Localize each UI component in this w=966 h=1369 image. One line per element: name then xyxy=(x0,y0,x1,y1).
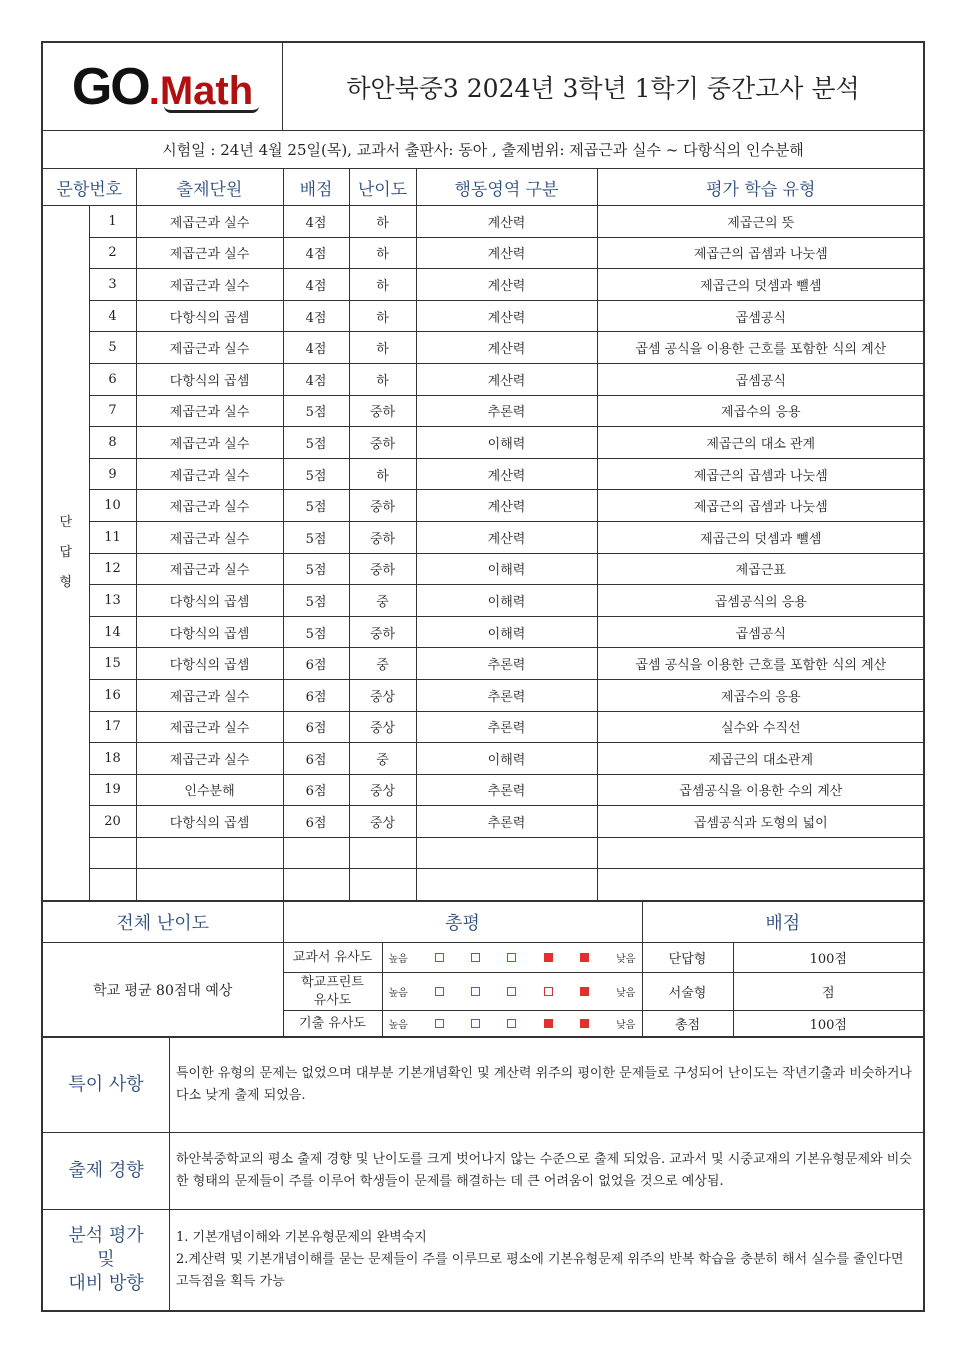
review-scale xyxy=(382,943,642,973)
question-score: 6점 xyxy=(283,711,349,743)
question-level: 중하 xyxy=(349,616,416,648)
question-score: 6점 xyxy=(283,806,349,838)
question-no: 17 xyxy=(89,711,136,743)
score-label: 단답형 xyxy=(642,943,733,973)
question-type: 곱셈공식의 응용 xyxy=(597,585,924,617)
header-overall-difficulty: 전체 난이도 xyxy=(43,902,283,943)
header-score: 배점 xyxy=(283,169,349,206)
logo-cell xyxy=(43,43,283,130)
table-header-row xyxy=(43,169,924,206)
question-unit: 제곱근과 실수 xyxy=(136,206,283,238)
question-no: 15 xyxy=(89,648,136,680)
rating-box xyxy=(507,953,516,962)
question-type: 제곱근의 곱셈과 나눗셈 xyxy=(597,490,924,522)
exam-info: 시험일 : 24년 4월 25일(목), 교과서 출판사: 동아 , 출제범위: 제곱근과 실수 ~ 다항식의 인수분해 xyxy=(43,131,923,169)
question-level: 중상 xyxy=(349,711,416,743)
rating-box xyxy=(580,987,589,996)
question-unit: 다항식의 곱셈 xyxy=(136,616,283,648)
summary-row xyxy=(43,943,923,973)
question-unit xyxy=(136,869,283,901)
logo-dot: . xyxy=(148,68,160,113)
table-row xyxy=(43,395,924,427)
review-label: 기출 유사도 xyxy=(283,1011,382,1037)
question-score: 4점 xyxy=(283,332,349,364)
header-no: 문항번호 xyxy=(43,169,136,206)
logo-swoosh xyxy=(164,106,259,113)
question-no: 6 xyxy=(89,363,136,395)
question-level: 중상 xyxy=(349,679,416,711)
header-review: 총평 xyxy=(283,902,642,943)
question-unit: 제곱근과 실수 xyxy=(136,679,283,711)
table-row xyxy=(43,363,924,395)
question-unit: 다항식의 곱셈 xyxy=(136,648,283,680)
question-level: 중 xyxy=(349,585,416,617)
question-type: 곱셈공식 xyxy=(597,363,924,395)
question-level: 하 xyxy=(349,300,416,332)
rating-box xyxy=(507,1019,516,1028)
question-unit: 다항식의 곱셈 xyxy=(136,363,283,395)
header-type: 평가 학습 유형 xyxy=(597,169,924,206)
table-row xyxy=(43,774,924,806)
question-no: 3 xyxy=(89,269,136,301)
question-level: 중하 xyxy=(349,395,416,427)
header-score-dist: 배점 xyxy=(642,902,923,943)
table-row xyxy=(43,269,924,301)
logo-go: GO xyxy=(71,57,149,116)
question-score: 6점 xyxy=(283,774,349,806)
question-unit: 다항식의 곱셈 xyxy=(136,585,283,617)
question-no: 4 xyxy=(89,300,136,332)
question-domain: 계산력 xyxy=(416,332,597,364)
rating-box xyxy=(435,953,444,962)
table-row xyxy=(43,869,924,901)
rating-box xyxy=(544,953,553,962)
rating-box xyxy=(580,1019,589,1028)
question-level: 중하 xyxy=(349,521,416,553)
note-body xyxy=(170,1038,923,1132)
scale-low-label: 낮음 xyxy=(616,1020,636,1032)
question-score: 4점 xyxy=(283,237,349,269)
gomath-logo xyxy=(72,57,253,117)
question-unit: 제곱근과 실수 xyxy=(136,237,283,269)
question-domain: 계산력 xyxy=(416,363,597,395)
question-unit: 제곱근과 실수 xyxy=(136,711,283,743)
note-text: 특이한 유형의 문제는 없었으며 대부분 기본개념확인 및 계산력 위주의 평이한 문제들로 구성되어 난이도는 작년기출과 비슷하거나 다소 낮게 출제 되었음. xyxy=(176,1066,912,1104)
review-label: 학교프린트 유사도 xyxy=(283,973,382,1011)
table-row xyxy=(43,300,924,332)
question-level: 중하 xyxy=(349,427,416,459)
header xyxy=(43,43,923,131)
rating-box xyxy=(471,987,480,996)
score-value: 100점 xyxy=(733,943,923,973)
question-no: 7 xyxy=(89,395,136,427)
question-domain: 계산력 xyxy=(416,206,597,238)
question-type: 곱셈공식과 도형의 넓이 xyxy=(597,806,924,838)
scale-low-label: 낮음 xyxy=(616,954,636,966)
question-score: 4점 xyxy=(283,363,349,395)
question-type: 제곱근의 뜻 xyxy=(597,206,924,238)
rating-box xyxy=(471,1019,480,1028)
question-type xyxy=(597,869,924,901)
table-row xyxy=(43,206,924,238)
question-score: 5점 xyxy=(283,553,349,585)
question-type: 곱셈공식 xyxy=(597,616,924,648)
question-no: 12 xyxy=(89,553,136,585)
question-unit: 제곱근과 실수 xyxy=(136,521,283,553)
question-unit: 제곱근과 실수 xyxy=(136,743,283,775)
rating-box xyxy=(471,953,480,962)
question-domain: 추론력 xyxy=(416,806,597,838)
scale-high-label: 높음 xyxy=(388,1020,408,1032)
question-unit xyxy=(136,837,283,869)
question-type: 곱셈 공식을 이용한 근호를 포함한 식의 계산 xyxy=(597,332,924,364)
score-value: 점 xyxy=(733,973,923,1011)
question-level: 하 xyxy=(349,332,416,364)
note-body xyxy=(170,1133,923,1209)
question-type: 곱셈공식을 이용한 수의 계산 xyxy=(597,774,924,806)
table-row xyxy=(43,427,924,459)
question-domain: 계산력 xyxy=(416,490,597,522)
question-unit: 다항식의 곱셈 xyxy=(136,300,283,332)
summary-table xyxy=(43,901,923,1037)
question-unit: 제곱근과 실수 xyxy=(136,269,283,301)
question-type: 제곱근의 대소관계 xyxy=(597,743,924,775)
header-domain: 행동영역 구분 xyxy=(416,169,597,206)
question-domain: 이해력 xyxy=(416,553,597,585)
difficulty-text: 학교 평균 80점대 예상 xyxy=(43,943,283,1037)
question-no: 9 xyxy=(89,458,136,490)
question-no: 16 xyxy=(89,679,136,711)
question-score: 6점 xyxy=(283,648,349,680)
question-unit: 다항식의 곱셈 xyxy=(136,806,283,838)
table-row xyxy=(43,458,924,490)
review-label: 교과서 유사도 xyxy=(283,943,382,973)
question-level: 중상 xyxy=(349,806,416,838)
table-row xyxy=(43,616,924,648)
question-type: 제곱근의 곱셈과 나눗셈 xyxy=(597,458,924,490)
question-no: 19 xyxy=(89,774,136,806)
question-score: 4점 xyxy=(283,300,349,332)
question-domain: 추론력 xyxy=(416,395,597,427)
table-row xyxy=(43,743,924,775)
question-domain: 추론력 xyxy=(416,711,597,743)
question-domain: 이해력 xyxy=(416,585,597,617)
header-level: 난이도 xyxy=(349,169,416,206)
note-row xyxy=(43,1037,923,1132)
question-domain xyxy=(416,837,597,869)
question-type: 제곱근의 덧셈과 뺄셈 xyxy=(597,521,924,553)
note-label: 특이 사항 xyxy=(43,1038,170,1132)
note-row xyxy=(43,1132,923,1209)
scale-high-label: 높음 xyxy=(388,954,408,966)
question-level: 중상 xyxy=(349,774,416,806)
question-level: 하 xyxy=(349,206,416,238)
question-unit: 제곱근과 실수 xyxy=(136,332,283,364)
logo-math: Math xyxy=(159,68,254,113)
question-domain: 계산력 xyxy=(416,269,597,301)
question-domain: 이해력 xyxy=(416,427,597,459)
question-domain: 추론력 xyxy=(416,648,597,680)
question-domain: 계산력 xyxy=(416,521,597,553)
header-unit: 출제단원 xyxy=(136,169,283,206)
question-unit: 제곱근과 실수 xyxy=(136,395,283,427)
question-level: 하 xyxy=(349,237,416,269)
table-row xyxy=(43,553,924,585)
question-type: 제곱근표 xyxy=(597,553,924,585)
question-type: 곱셈 공식을 이용한 근호를 포함한 식의 계산 xyxy=(597,648,924,680)
question-no: 8 xyxy=(89,427,136,459)
question-level xyxy=(349,869,416,901)
question-score: 4점 xyxy=(283,269,349,301)
rating-box xyxy=(507,987,516,996)
question-level: 중 xyxy=(349,743,416,775)
table-row xyxy=(43,837,924,869)
question-score: 4점 xyxy=(283,206,349,238)
question-type: 제곱근의 대소 관계 xyxy=(597,427,924,459)
question-level: 중하 xyxy=(349,553,416,585)
question-level xyxy=(349,837,416,869)
question-score xyxy=(283,869,349,901)
question-score: 5점 xyxy=(283,585,349,617)
note-body xyxy=(170,1210,923,1310)
category-cell: 단 답 형 xyxy=(43,206,89,901)
question-score: 5점 xyxy=(283,427,349,459)
table-row xyxy=(43,237,924,269)
question-level: 하 xyxy=(349,363,416,395)
table-row xyxy=(43,332,924,364)
question-no: 13 xyxy=(89,585,136,617)
question-unit: 제곱근과 실수 xyxy=(136,553,283,585)
question-score: 6점 xyxy=(283,743,349,775)
question-domain: 추론력 xyxy=(416,774,597,806)
question-level: 하 xyxy=(349,269,416,301)
table-row xyxy=(43,679,924,711)
question-type: 제곱근의 곱셈과 나눗셈 xyxy=(597,237,924,269)
score-label: 총점 xyxy=(642,1011,733,1037)
question-domain xyxy=(416,869,597,901)
scale-low-label: 낮음 xyxy=(616,988,636,1000)
question-domain: 이해력 xyxy=(416,743,597,775)
rating-box xyxy=(435,1019,444,1028)
question-level: 중 xyxy=(349,648,416,680)
question-no: 10 xyxy=(89,490,136,522)
question-type xyxy=(597,837,924,869)
question-level: 중하 xyxy=(349,490,416,522)
question-score: 5점 xyxy=(283,616,349,648)
summary-header-row xyxy=(43,902,923,943)
question-unit: 인수분해 xyxy=(136,774,283,806)
question-type: 제곱수의 응용 xyxy=(597,395,924,427)
notes-section xyxy=(43,1037,923,1310)
rating-box xyxy=(580,953,589,962)
question-table xyxy=(43,169,924,901)
question-no: 5 xyxy=(89,332,136,364)
note-text: 하안북중학교의 평소 출제 경향 및 난이도를 크게 벗어나지 않는 수준으로 출제 되었음. 교과서 및 시중교재의 기본유형문제와 비슷한 형태의 문제들이 주를 이루어 학생들이 문제를 해결하는 데 큰 어려움이 없었을 것으로 예상됨. xyxy=(176,1152,912,1190)
review-scale xyxy=(382,1011,642,1037)
question-type: 제곱수의 응용 xyxy=(597,679,924,711)
question-no xyxy=(89,869,136,901)
question-domain: 계산력 xyxy=(416,237,597,269)
question-score: 5점 xyxy=(283,458,349,490)
table-row xyxy=(43,711,924,743)
table-row xyxy=(43,521,924,553)
score-value: 100점 xyxy=(733,1011,923,1037)
page-title: 하안북중3 2024년 3학년 1학기 중간고사 분석 xyxy=(346,73,860,103)
scale-high-label: 높음 xyxy=(388,988,408,1000)
table-row xyxy=(43,648,924,680)
question-domain: 계산력 xyxy=(416,458,597,490)
question-score: 6점 xyxy=(283,679,349,711)
question-score: 5점 xyxy=(283,395,349,427)
question-domain: 추론력 xyxy=(416,679,597,711)
rating-box xyxy=(544,987,553,996)
question-type: 제곱근의 덧셈과 뺄셈 xyxy=(597,269,924,301)
question-no: 14 xyxy=(89,616,136,648)
table-row xyxy=(43,585,924,617)
note-label: 분석 평가 및 대비 방향 xyxy=(43,1210,170,1310)
question-domain: 이해력 xyxy=(416,616,597,648)
question-score: 5점 xyxy=(283,521,349,553)
question-no: 11 xyxy=(89,521,136,553)
question-no xyxy=(89,837,136,869)
note-text: 1. 기본개념이해와 기본유형문제의 완벽숙지 2.계산력 및 기본개념이해를 묻는 문제들이 주를 이루므로 평소에 기본유형문제 위주의 반복 학습을 충분히 해서 실수를 줄인다면 고득점을 획득 가능 xyxy=(176,1230,904,1290)
question-no: 2 xyxy=(89,237,136,269)
score-label: 서술형 xyxy=(642,973,733,1011)
review-scale xyxy=(382,973,642,1011)
analysis-sheet xyxy=(41,41,925,1312)
rating-box xyxy=(544,1019,553,1028)
question-score xyxy=(283,837,349,869)
question-type: 실수와 수직선 xyxy=(597,711,924,743)
question-no: 1 xyxy=(89,206,136,238)
question-domain: 계산력 xyxy=(416,300,597,332)
question-unit: 제곱근과 실수 xyxy=(136,427,283,459)
note-row xyxy=(43,1209,923,1310)
question-score: 5점 xyxy=(283,490,349,522)
question-unit: 제곱근과 실수 xyxy=(136,490,283,522)
question-no: 20 xyxy=(89,806,136,838)
note-label: 출제 경향 xyxy=(43,1133,170,1209)
rating-box xyxy=(435,987,444,996)
table-row xyxy=(43,490,924,522)
question-unit: 제곱근과 실수 xyxy=(136,458,283,490)
question-no: 18 xyxy=(89,743,136,775)
question-type: 곱셈공식 xyxy=(597,300,924,332)
question-level: 하 xyxy=(349,458,416,490)
table-row xyxy=(43,806,924,838)
